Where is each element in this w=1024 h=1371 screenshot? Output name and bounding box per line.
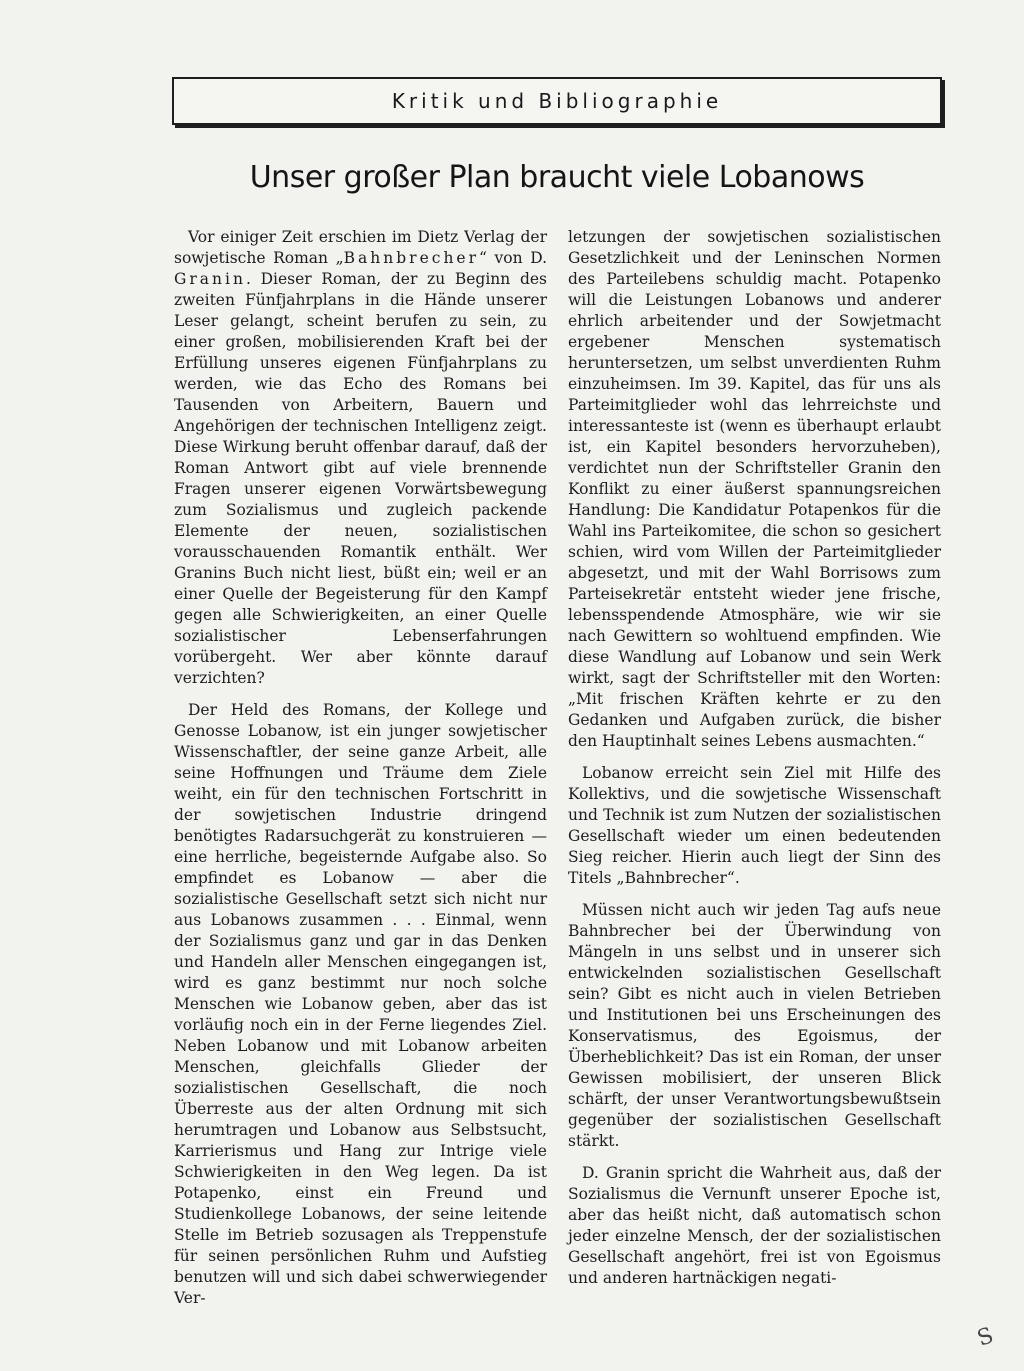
paragraph-text: . Dieser Roman, der zu Beginn des zweiten Fünfjahrplans in die Hände unserer Leser gelangt, scheint berufen zu sein, zu einer großen, mobilisierenden Kraft bei der Erfüllung unseres eigenen Fünfjahrplans zu werden, wie das Echo des Romans bei Tausenden von Arbeitern, Bauern und Angehörigen der technischen Intelligenz zeigt. Diese Wirkung beruht offenbar darauf, daß der Roman Antwort gibt auf viele brennende Fragen unserer eigenen Vorwärtsbewegung zum Sozialismus und zugleich packende Elemente der neuen, sozialistischen vorausschauenden Romantik enthält. Wer Granins Buch nicht liest, büßt ein; weil er an einer Quelle der Begeisterung für den Kampf gegen alle Schwierigkeiten, an einer Quelle sozialistischer Lebenserfahrungen vorübergeht. Wer aber könnte darauf verzichten? xyxy=(174,270,547,687)
paragraph-text: “ von D. xyxy=(479,249,547,267)
right-paragraph-2: Lobanow erreicht sein Ziel mit Hilfe des Kollektivs, und die sowjetische Wissenschaft und Technik ist zum Nutzen der sozialistischen Gesellschaft wieder um einen bedeutenden Sieg reicher. Hierin auch liegt der Sinn des Titels „Bahnbrecher“. xyxy=(568,764,941,887)
author-name: Granin xyxy=(174,270,246,288)
paragraph-text: Vor einiger Zeit erschien im Dietz Verlag der sowjetische Roman „ xyxy=(174,228,547,267)
section-header-box xyxy=(172,77,942,125)
left-paragraph-2: Der Held des Romans, der Kollege und Genosse Lobanow, ist ein junger sowjetischer Wissenschaftler, der seine ganze Arbeit, alle seine Hoffnungen und Träume dem Ziele weiht, ein für den technischen Fortschritt in der sowjetischen Industrie dringend benötigtes Radarsuchgerät zu konstruieren — eine herrliche, begeisternde Aufgabe also. So empfindet es Lobanow — aber die sozialistische Gesellschaft setzt sich nicht nur aus Lobanows zusammen . . . Einmal, wenn der Sozialismus ganz und gar in das Denken und Handeln aller Menschen eingegangen ist, wird es ganz bestimmt nur noch solche Menschen wie Lobanow geben, aber das ist vorläufig noch ein in der Ferne liegendes Ziel. Neben Lobanow und mit Lobanow arbeiten Menschen, gleichfalls Glieder der sozialistischen Gesellschaft, die noch Überreste aus der alten Ordnung mit sich herumtragen und Lobanow aus Selbstsucht, Karrierismus und Hang zur Intrige viele Schwierigkeiten in den Weg legen. Da ist Potapenko, einst ein Freund und Studienkollege Lobanows, der seine leitende Stelle im Betrieb sozusagen als Treppenstufe für seinen persönlichen Ruhm und Aufstieg benutzen will und sich dabei schwerwiegender Ver- xyxy=(174,701,547,1307)
right-paragraph-1: letzungen der sowjetischen sozialistischen Gesetzlichkeit und der Leninschen Normen des Parteilebens schuldig macht. Potapenko will die Leistungen Lobanows und anderer ehrlich arbeitender und der Sowjetmacht ergebener Menschen systematisch heruntersetzen, um selbst unverdienten Ruhm einzuheimsen. Im 39. Kapitel, das für uns als Parteimitglieder wohl das lehrreichste und interessanteste ist (wenn es überhaupt erlaubt ist, ein Kapitel besonders hervorzuheben), verdichtet nun der Schriftsteller Granin den Konflikt zu einer äußerst spannungsreichen Handlung: Die Kandidatur Potapenkos für die Wahl ins Parteikomitee, die schon so gesichert schien, wird vom Willen der Parteimitglieder abgesetzt, und mit der Wahl Borrisows zum Parteisekretär entsteht wieder jene frische, lebensspendende Atmosphäre, wie wir sie nach Gewittern so wohltuend empfinden. Wie diese Wandlung auf Lobanow und sein Werk wirkt, sagt der Schriftsteller mit den Worten: „Mit frischen Kräften kehrte er zu den Gedanken und Aufgaben zurück, die bisher den Hauptinhalt seines Lebens ausmachten.“ xyxy=(568,228,941,750)
right-column xyxy=(568,227,941,1300)
left-column xyxy=(174,227,547,1320)
book-title: Bahnbrecher xyxy=(343,249,480,267)
article-title: Unser großer Plan braucht viele Lobanows xyxy=(249,160,865,195)
right-paragraph-3: Müssen nicht auch wir jeden Tag aufs neue Bahnbrecher bei der Überwindung von Mängeln in uns selbst und in unserer sich entwickelnden sozialistischen Gesellschaft sein? Gibt es nicht auch in vielen Betrieben und Institutionen bei uns Erscheinungen des Konservatismus, des Egoismus, der Überheblichkeit? Das ist ein Roman, der unser Gewissen mobilisiert, der unseren Blick schärft, der unser Verantwortungsbewußtsein gegenüber der sozialistischen Gesellschaft stärkt. xyxy=(568,901,941,1150)
handwritten-page-mark: S xyxy=(974,1323,997,1352)
left-paragraph-1 xyxy=(174,227,547,689)
section-title: Kritik und Bibliographie xyxy=(391,89,723,113)
right-paragraph-4: D. Granin spricht die Wahrheit aus, daß der Sozialismus die Vernunft unserer Epoche ist, aber das heißt nicht, daß automatisch schon jeder einzelne Mensch, der der sozialistischen Gesellschaft angehört, frei ist von Egoismus und anderen hartnäckigen negati- xyxy=(568,1164,941,1287)
